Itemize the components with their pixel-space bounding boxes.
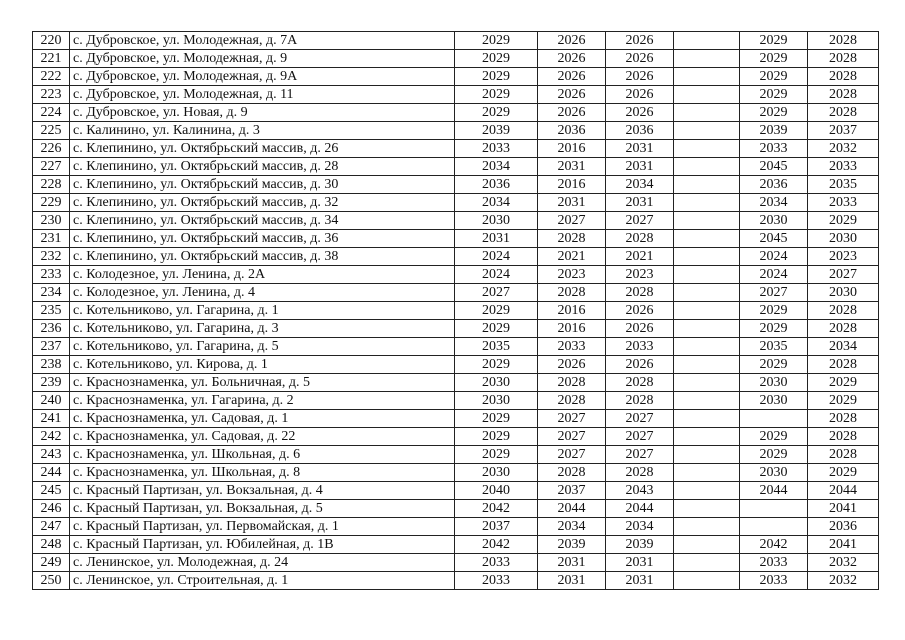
year-cell: 2027 bbox=[808, 266, 879, 284]
row-number: 230 bbox=[33, 212, 70, 230]
year-cell: 2031 bbox=[606, 194, 674, 212]
year-cell: 2023 bbox=[538, 266, 606, 284]
year-cell: 2033 bbox=[455, 140, 538, 158]
year-cell: 2044 bbox=[808, 482, 879, 500]
year-cell: 2036 bbox=[606, 122, 674, 140]
year-cell: 2028 bbox=[538, 284, 606, 302]
row-number: 244 bbox=[33, 464, 70, 482]
year-cell: 2024 bbox=[740, 248, 808, 266]
address-cell: с. Красный Партизан, ул. Юбилейная, д. 1В bbox=[70, 536, 455, 554]
year-cell: 2034 bbox=[538, 518, 606, 536]
year-cell: 2028 bbox=[538, 392, 606, 410]
year-cell: 2028 bbox=[808, 356, 879, 374]
row-number: 226 bbox=[33, 140, 70, 158]
year-cell: 2029 bbox=[455, 320, 538, 338]
row-number: 229 bbox=[33, 194, 70, 212]
year-cell: 2026 bbox=[606, 356, 674, 374]
year-cell bbox=[674, 104, 740, 122]
year-cell bbox=[674, 554, 740, 572]
year-cell: 2028 bbox=[808, 428, 879, 446]
year-cell: 2034 bbox=[606, 518, 674, 536]
year-cell: 2028 bbox=[538, 374, 606, 392]
row-number: 234 bbox=[33, 284, 70, 302]
year-cell: 2029 bbox=[740, 446, 808, 464]
year-cell: 2036 bbox=[538, 122, 606, 140]
address-cell: с. Краснознаменка, ул. Больничная, д. 5 bbox=[70, 374, 455, 392]
year-cell bbox=[674, 518, 740, 536]
year-cell: 2029 bbox=[808, 212, 879, 230]
row-number: 228 bbox=[33, 176, 70, 194]
year-cell bbox=[674, 482, 740, 500]
row-number: 236 bbox=[33, 320, 70, 338]
year-cell: 2026 bbox=[538, 68, 606, 86]
year-cell bbox=[674, 140, 740, 158]
year-cell bbox=[674, 572, 740, 590]
year-cell: 2028 bbox=[808, 104, 879, 122]
year-cell: 2028 bbox=[808, 68, 879, 86]
year-cell: 2029 bbox=[740, 320, 808, 338]
year-cell: 2033 bbox=[740, 140, 808, 158]
row-number: 231 bbox=[33, 230, 70, 248]
year-cell: 2028 bbox=[606, 374, 674, 392]
year-cell: 2030 bbox=[808, 284, 879, 302]
year-cell: 2032 bbox=[808, 572, 879, 590]
address-cell: с. Колодезное, ул. Ленина, д. 4 bbox=[70, 284, 455, 302]
year-cell: 2028 bbox=[808, 302, 879, 320]
year-cell: 2032 bbox=[808, 140, 879, 158]
year-cell bbox=[674, 176, 740, 194]
year-cell bbox=[674, 320, 740, 338]
table-row bbox=[33, 284, 879, 302]
address-cell: с. Дубровское, ул. Молодежная, д. 9А bbox=[70, 68, 455, 86]
row-number: 223 bbox=[33, 86, 70, 104]
row-number: 250 bbox=[33, 572, 70, 590]
year-cell: 2037 bbox=[538, 482, 606, 500]
year-cell: 2040 bbox=[455, 482, 538, 500]
year-cell: 2027 bbox=[606, 446, 674, 464]
address-cell: с. Краснознаменка, ул. Садовая, д. 22 bbox=[70, 428, 455, 446]
year-cell: 2034 bbox=[455, 158, 538, 176]
year-cell: 2029 bbox=[740, 50, 808, 68]
year-cell: 2041 bbox=[808, 500, 879, 518]
year-cell: 2033 bbox=[455, 572, 538, 590]
table-row bbox=[33, 212, 879, 230]
year-cell: 2031 bbox=[538, 572, 606, 590]
year-cell: 2028 bbox=[606, 392, 674, 410]
year-cell: 2034 bbox=[455, 194, 538, 212]
year-cell bbox=[740, 518, 808, 536]
year-cell bbox=[674, 50, 740, 68]
year-cell: 2029 bbox=[740, 86, 808, 104]
row-number: 239 bbox=[33, 374, 70, 392]
year-cell: 2029 bbox=[740, 104, 808, 122]
address-cell: с. Краснознаменка, ул. Школьная, д. 6 bbox=[70, 446, 455, 464]
year-cell: 2016 bbox=[538, 176, 606, 194]
year-cell: 2026 bbox=[606, 68, 674, 86]
year-cell: 2026 bbox=[606, 302, 674, 320]
year-cell: 2035 bbox=[740, 338, 808, 356]
year-cell bbox=[674, 536, 740, 554]
year-cell: 2028 bbox=[808, 32, 879, 50]
year-cell: 2026 bbox=[606, 320, 674, 338]
year-cell: 2031 bbox=[538, 194, 606, 212]
table-row bbox=[33, 500, 879, 518]
year-cell: 2030 bbox=[740, 464, 808, 482]
row-number: 227 bbox=[33, 158, 70, 176]
year-cell bbox=[674, 356, 740, 374]
year-cell: 2026 bbox=[538, 356, 606, 374]
year-cell: 2032 bbox=[808, 554, 879, 572]
address-cell: с. Краснознаменка, ул. Гагарина, д. 2 bbox=[70, 392, 455, 410]
address-cell: с. Красный Партизан, ул. Вокзальная, д. 4 bbox=[70, 482, 455, 500]
address-cell: с. Краснознаменка, ул. Школьная, д. 8 bbox=[70, 464, 455, 482]
year-cell: 2031 bbox=[538, 554, 606, 572]
address-cell: с. Клепинино, ул. Октябрьский массив, д. 28 bbox=[70, 158, 455, 176]
row-number: 222 bbox=[33, 68, 70, 86]
year-cell: 2034 bbox=[808, 338, 879, 356]
year-cell bbox=[674, 86, 740, 104]
year-cell: 2024 bbox=[455, 266, 538, 284]
row-number: 248 bbox=[33, 536, 70, 554]
year-cell: 2044 bbox=[740, 482, 808, 500]
year-cell: 2029 bbox=[808, 374, 879, 392]
year-cell: 2039 bbox=[606, 536, 674, 554]
year-cell: 2026 bbox=[606, 50, 674, 68]
table-row bbox=[33, 158, 879, 176]
year-cell: 2029 bbox=[740, 428, 808, 446]
year-cell: 2029 bbox=[455, 356, 538, 374]
year-cell: 2033 bbox=[606, 338, 674, 356]
year-cell: 2037 bbox=[808, 122, 879, 140]
year-cell: 2027 bbox=[606, 428, 674, 446]
table-row bbox=[33, 176, 879, 194]
year-cell bbox=[674, 464, 740, 482]
address-cell: с. Дубровское, ул. Молодежная, д. 11 bbox=[70, 86, 455, 104]
address-cell: с. Клепинино, ул. Октябрьский массив, д. 36 bbox=[70, 230, 455, 248]
year-cell: 2033 bbox=[808, 194, 879, 212]
year-cell: 2029 bbox=[740, 68, 808, 86]
year-cell: 2036 bbox=[740, 176, 808, 194]
table-row bbox=[33, 194, 879, 212]
address-cell: с. Котельниково, ул. Гагарина, д. 1 bbox=[70, 302, 455, 320]
year-cell: 2026 bbox=[606, 86, 674, 104]
table-row bbox=[33, 464, 879, 482]
address-cell: с. Краснознаменка, ул. Садовая, д. 1 bbox=[70, 410, 455, 428]
year-cell: 2028 bbox=[606, 464, 674, 482]
year-cell: 2037 bbox=[455, 518, 538, 536]
year-cell: 2035 bbox=[455, 338, 538, 356]
table-row bbox=[33, 338, 879, 356]
year-cell: 2028 bbox=[808, 446, 879, 464]
year-cell: 2029 bbox=[740, 302, 808, 320]
table-row bbox=[33, 122, 879, 140]
year-cell: 2029 bbox=[455, 410, 538, 428]
year-cell: 2034 bbox=[740, 194, 808, 212]
year-cell bbox=[674, 68, 740, 86]
row-number: 238 bbox=[33, 356, 70, 374]
year-cell: 2028 bbox=[808, 410, 879, 428]
year-cell: 2027 bbox=[538, 212, 606, 230]
year-cell: 2030 bbox=[455, 464, 538, 482]
row-number: 237 bbox=[33, 338, 70, 356]
row-number: 221 bbox=[33, 50, 70, 68]
year-cell: 2034 bbox=[606, 176, 674, 194]
year-cell: 2029 bbox=[740, 356, 808, 374]
row-number: 249 bbox=[33, 554, 70, 572]
year-cell bbox=[674, 266, 740, 284]
year-cell bbox=[674, 302, 740, 320]
year-cell: 2028 bbox=[538, 230, 606, 248]
row-number: 240 bbox=[33, 392, 70, 410]
year-cell bbox=[740, 410, 808, 428]
row-number: 224 bbox=[33, 104, 70, 122]
row-number: 233 bbox=[33, 266, 70, 284]
year-cell: 2045 bbox=[740, 158, 808, 176]
year-cell: 2033 bbox=[740, 554, 808, 572]
address-cell: с. Колодезное, ул. Ленина, д. 2А bbox=[70, 266, 455, 284]
row-number: 225 bbox=[33, 122, 70, 140]
year-cell bbox=[674, 446, 740, 464]
address-cell: с. Котельниково, ул. Гагарина, д. 3 bbox=[70, 320, 455, 338]
year-cell: 2028 bbox=[606, 284, 674, 302]
year-cell: 2029 bbox=[455, 86, 538, 104]
year-cell: 2029 bbox=[455, 302, 538, 320]
address-cell: с. Дубровское, ул. Молодежная, д. 9 bbox=[70, 50, 455, 68]
year-cell: 2039 bbox=[740, 122, 808, 140]
table-row bbox=[33, 320, 879, 338]
table-row bbox=[33, 410, 879, 428]
address-cell: с. Дубровское, ул. Молодежная, д. 7А bbox=[70, 32, 455, 50]
year-cell: 2029 bbox=[455, 104, 538, 122]
year-cell: 2027 bbox=[455, 284, 538, 302]
year-cell bbox=[674, 428, 740, 446]
address-cell: с. Красный Партизан, ул. Первомайская, д. 1 bbox=[70, 518, 455, 536]
year-cell: 2027 bbox=[740, 284, 808, 302]
table-row bbox=[33, 518, 879, 536]
year-cell: 2026 bbox=[538, 32, 606, 50]
table-row bbox=[33, 554, 879, 572]
table-row bbox=[33, 68, 879, 86]
row-number: 242 bbox=[33, 428, 70, 446]
year-cell bbox=[674, 158, 740, 176]
year-cell: 2029 bbox=[808, 464, 879, 482]
year-cell: 2024 bbox=[740, 266, 808, 284]
table-row bbox=[33, 140, 879, 158]
address-cell: с. Клепинино, ул. Октябрьский массив, д. 26 bbox=[70, 140, 455, 158]
year-cell bbox=[674, 338, 740, 356]
year-cell: 2031 bbox=[606, 554, 674, 572]
year-cell: 2030 bbox=[455, 374, 538, 392]
year-cell bbox=[674, 410, 740, 428]
year-cell: 2030 bbox=[455, 392, 538, 410]
table-row bbox=[33, 248, 879, 266]
year-cell: 2033 bbox=[808, 158, 879, 176]
year-cell: 2028 bbox=[808, 320, 879, 338]
year-cell bbox=[674, 194, 740, 212]
year-cell: 2042 bbox=[740, 536, 808, 554]
table-row bbox=[33, 482, 879, 500]
address-cell: с. Красный Партизан, ул. Вокзальная, д. 5 bbox=[70, 500, 455, 518]
year-cell: 2030 bbox=[740, 374, 808, 392]
year-cell: 2036 bbox=[808, 518, 879, 536]
year-cell: 2027 bbox=[606, 212, 674, 230]
year-cell: 2031 bbox=[606, 158, 674, 176]
year-cell: 2023 bbox=[606, 266, 674, 284]
year-cell: 2029 bbox=[740, 32, 808, 50]
year-cell: 2045 bbox=[740, 230, 808, 248]
row-number: 235 bbox=[33, 302, 70, 320]
year-cell: 2029 bbox=[808, 392, 879, 410]
year-cell: 2027 bbox=[538, 428, 606, 446]
table-row bbox=[33, 230, 879, 248]
year-cell: 2026 bbox=[538, 104, 606, 122]
address-cell: с. Клепинино, ул. Октябрьский массив, д. 32 bbox=[70, 194, 455, 212]
year-cell bbox=[674, 284, 740, 302]
year-cell: 2033 bbox=[455, 554, 538, 572]
year-cell: 2033 bbox=[740, 572, 808, 590]
year-cell: 2029 bbox=[455, 446, 538, 464]
table-row bbox=[33, 104, 879, 122]
address-cell: с. Ленинское, ул. Молодежная, д. 24 bbox=[70, 554, 455, 572]
year-cell: 2028 bbox=[808, 86, 879, 104]
row-number: 232 bbox=[33, 248, 70, 266]
year-cell: 2029 bbox=[455, 32, 538, 50]
year-cell bbox=[674, 32, 740, 50]
year-cell: 2023 bbox=[808, 248, 879, 266]
year-cell: 2029 bbox=[455, 428, 538, 446]
year-cell: 2031 bbox=[455, 230, 538, 248]
year-cell: 2027 bbox=[538, 446, 606, 464]
row-number: 245 bbox=[33, 482, 70, 500]
year-cell bbox=[674, 500, 740, 518]
year-cell bbox=[674, 212, 740, 230]
table-row bbox=[33, 32, 879, 50]
year-cell: 2029 bbox=[455, 50, 538, 68]
schedule-table bbox=[32, 31, 879, 590]
year-cell: 2035 bbox=[808, 176, 879, 194]
table-body bbox=[33, 32, 879, 590]
year-cell bbox=[740, 500, 808, 518]
year-cell bbox=[674, 248, 740, 266]
year-cell: 2043 bbox=[606, 482, 674, 500]
year-cell bbox=[674, 122, 740, 140]
year-cell: 2021 bbox=[538, 248, 606, 266]
year-cell: 2026 bbox=[606, 32, 674, 50]
year-cell: 2028 bbox=[808, 50, 879, 68]
table-row bbox=[33, 428, 879, 446]
year-cell: 2024 bbox=[455, 248, 538, 266]
row-number: 220 bbox=[33, 32, 70, 50]
year-cell: 2031 bbox=[606, 140, 674, 158]
year-cell: 2030 bbox=[740, 212, 808, 230]
address-cell: с. Дубровское, ул. Новая, д. 9 bbox=[70, 104, 455, 122]
table-row bbox=[33, 356, 879, 374]
table-row bbox=[33, 86, 879, 104]
year-cell: 2026 bbox=[538, 50, 606, 68]
year-cell: 2016 bbox=[538, 140, 606, 158]
address-cell: с. Котельниково, ул. Кирова, д. 1 bbox=[70, 356, 455, 374]
year-cell bbox=[674, 392, 740, 410]
year-cell: 2033 bbox=[538, 338, 606, 356]
year-cell: 2042 bbox=[455, 500, 538, 518]
table-row bbox=[33, 302, 879, 320]
address-cell: с. Котельниково, ул. Гагарина, д. 5 bbox=[70, 338, 455, 356]
year-cell: 2036 bbox=[455, 176, 538, 194]
year-cell: 2030 bbox=[740, 392, 808, 410]
year-cell: 2027 bbox=[606, 410, 674, 428]
table-row bbox=[33, 536, 879, 554]
year-cell: 2030 bbox=[808, 230, 879, 248]
table-row bbox=[33, 446, 879, 464]
address-cell: с. Ленинское, ул. Строительная, д. 1 bbox=[70, 572, 455, 590]
year-cell: 2026 bbox=[538, 86, 606, 104]
year-cell: 2044 bbox=[606, 500, 674, 518]
year-cell: 2031 bbox=[538, 158, 606, 176]
year-cell: 2039 bbox=[538, 536, 606, 554]
table-row bbox=[33, 392, 879, 410]
year-cell: 2026 bbox=[606, 104, 674, 122]
table-row bbox=[33, 266, 879, 284]
row-number: 243 bbox=[33, 446, 70, 464]
year-cell: 2029 bbox=[455, 68, 538, 86]
address-cell: с. Клепинино, ул. Октябрьский массив, д. 30 bbox=[70, 176, 455, 194]
address-cell: с. Клепинино, ул. Октябрьский массив, д. 34 bbox=[70, 212, 455, 230]
year-cell: 2016 bbox=[538, 320, 606, 338]
table-row bbox=[33, 572, 879, 590]
year-cell: 2028 bbox=[538, 464, 606, 482]
year-cell: 2030 bbox=[455, 212, 538, 230]
table-row bbox=[33, 374, 879, 392]
year-cell: 2028 bbox=[606, 230, 674, 248]
table-row bbox=[33, 50, 879, 68]
year-cell: 2027 bbox=[538, 410, 606, 428]
year-cell: 2039 bbox=[455, 122, 538, 140]
year-cell bbox=[674, 374, 740, 392]
row-number: 247 bbox=[33, 518, 70, 536]
year-cell: 2044 bbox=[538, 500, 606, 518]
row-number: 246 bbox=[33, 500, 70, 518]
row-number: 241 bbox=[33, 410, 70, 428]
year-cell: 2042 bbox=[455, 536, 538, 554]
year-cell: 2021 bbox=[606, 248, 674, 266]
year-cell: 2031 bbox=[606, 572, 674, 590]
address-cell: с. Клепинино, ул. Октябрьский массив, д. 38 bbox=[70, 248, 455, 266]
year-cell: 2016 bbox=[538, 302, 606, 320]
address-cell: с. Калинино, ул. Калинина, д. 3 bbox=[70, 122, 455, 140]
year-cell bbox=[674, 230, 740, 248]
year-cell: 2041 bbox=[808, 536, 879, 554]
